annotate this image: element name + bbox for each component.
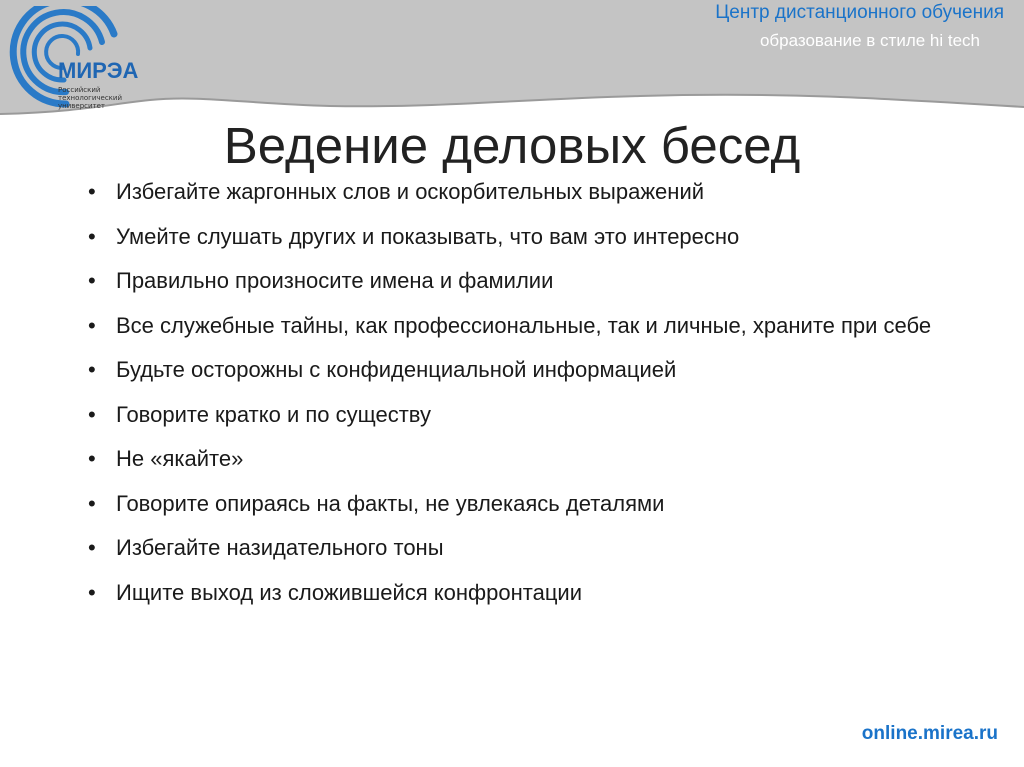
bullet-item: • Все служебные тайны, как профессиональные, так и личные, храните при себе [88, 312, 968, 339]
bullet-item: • Говорите кратко и по существу [88, 401, 968, 428]
bullet-list [88, 178, 968, 623]
mirea-logo [4, 6, 174, 114]
center-title: Центр дистанционного обучения [715, 2, 1004, 23]
bullet-item: • Не «якайте» [88, 445, 968, 472]
bullet-item: • Будьте осторожны с конфиденциальной информацией [88, 356, 968, 383]
center-subtitle: образование в стиле hi tech [759, 31, 980, 50]
bullet-item: • Говорите опираясь на факты, не увлекаясь деталями [88, 490, 968, 517]
bullet-item: • Избегайте жаргонных слов и оскорбительных выражений [88, 178, 968, 205]
footer-url-link[interactable]: online.mirea.ru [861, 723, 998, 744]
logo-text: МИРЭА [58, 58, 139, 83]
bullet-item: • Умейте слушать других и показывать, что вам это интересно [88, 223, 968, 250]
bullet-item: • Избегайте назидательного тоны [88, 534, 968, 561]
bullet-item: • Правильно произносите имена и фамилии [88, 267, 968, 294]
logo-subtitle: Российский технологический университет [58, 86, 122, 110]
slide-title: Ведение деловых бесед [223, 117, 801, 174]
bullet-item: • Ищите выход из сложившейся конфронтации [88, 579, 968, 606]
